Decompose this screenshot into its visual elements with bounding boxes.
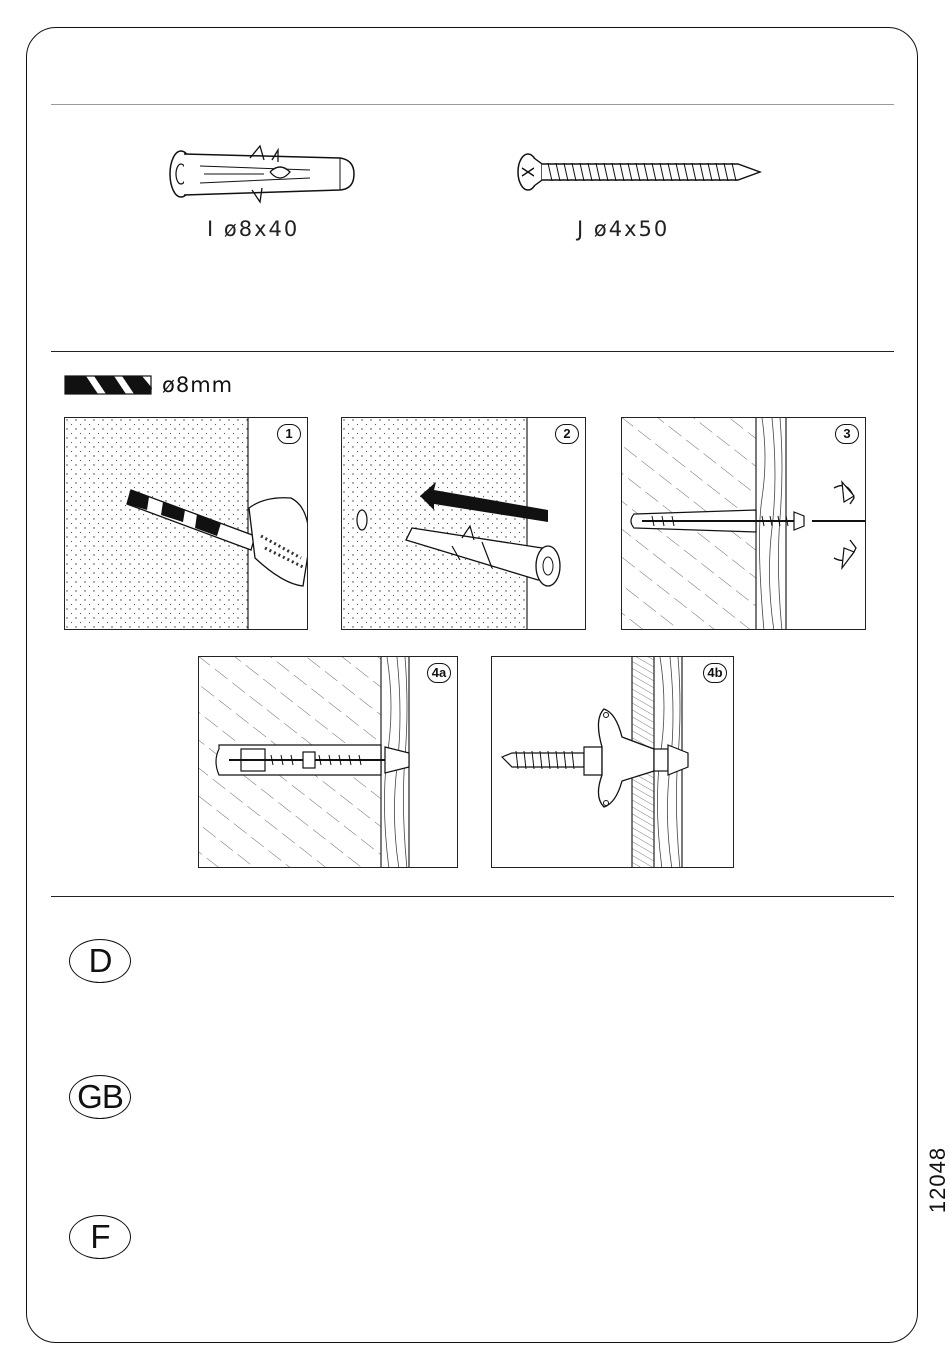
section-divider [51, 896, 894, 897]
hollow-wall-fixing-illustration [492, 657, 734, 868]
step-4b-panel [491, 656, 734, 868]
screw-label: J ø4x50 [577, 217, 670, 241]
step-4a-badge: 4a [427, 663, 451, 683]
step-2-panel [341, 417, 586, 630]
step-3-badge: 3 [835, 424, 859, 444]
step-1-panel [64, 417, 308, 630]
step-2-badge: 2 [555, 424, 579, 444]
dowel-label: I ø8x40 [207, 217, 300, 241]
drilling-illustration [65, 418, 308, 630]
language-badge-de: D [69, 939, 131, 983]
drill-spec [64, 370, 233, 400]
page-frame [26, 27, 918, 1343]
drill-bit-icon [64, 374, 156, 396]
wall-plug-icon [160, 140, 390, 220]
insert-plug-illustration [342, 418, 586, 630]
step-1-badge: 1 [277, 424, 301, 444]
screwing-illustration [622, 418, 866, 630]
screw-icon [508, 146, 768, 206]
section-divider [51, 351, 894, 352]
language-badge-fr: F [69, 1215, 131, 1259]
language-badge-gb: GB [69, 1075, 131, 1119]
step-4a-panel [198, 656, 458, 868]
top-divider [51, 104, 894, 105]
document-number: 12048 [925, 1146, 950, 1214]
step-4b-badge: 4b [703, 663, 727, 683]
solid-wall-fixing-illustration [199, 657, 458, 868]
drill-size-label: ø8mm [162, 373, 234, 397]
step-3-panel [621, 417, 866, 630]
